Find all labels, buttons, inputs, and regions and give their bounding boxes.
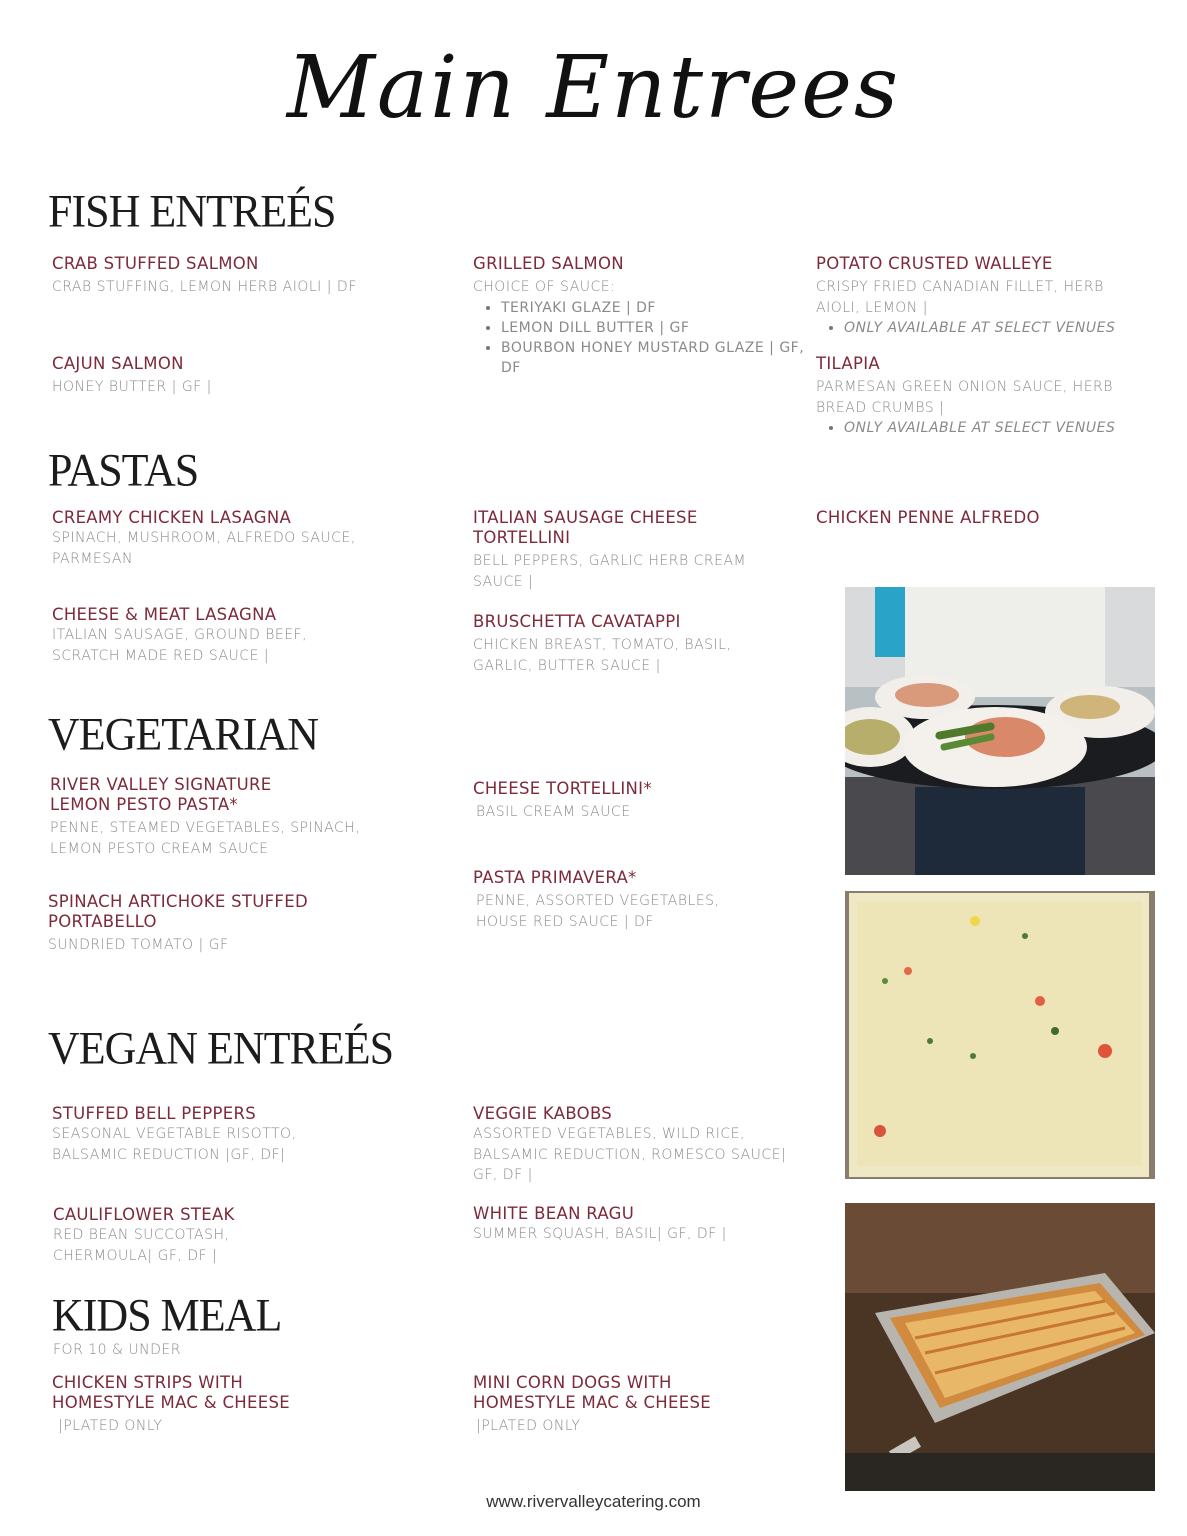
item-description: SUMMER SQUASH, BASIL| GF, DF | [473, 1226, 727, 1242]
menu-item [473, 254, 808, 378]
item-description: SPINACH, MUSHROOM, ALFREDO SAUCE, PARMESAN [52, 530, 356, 567]
item-name: VEGGIE KABOBS [473, 1104, 613, 1123]
item-description: RED BEAN SUCCOTASH, CHERMOULA| GF, DF | [53, 1227, 230, 1264]
sauce-option: • TERIYAKI GLAZE | DF [501, 298, 808, 318]
menu-item [50, 775, 380, 859]
item-description: ITALIAN SAUSAGE, GROUND BEEF, SCRATCH MADE RED SAUCE | [52, 627, 308, 664]
item-name: CREAMY CHICKEN LASAGNA [52, 508, 292, 527]
website-link[interactable]: www.rivervalleycatering.com [486, 1492, 701, 1511]
photo-salmon-plates [845, 587, 1155, 875]
menu-item [52, 254, 432, 298]
item-description: CRISPY FRIED CANADIAN FILLET, HERB AIOLI, LEMON | [816, 279, 1104, 316]
item-description: BASIL CREAM SAUCE [476, 804, 631, 820]
item-name: CHICKEN STRIPS WITH HOMESTYLE MAC & CHEESE [52, 1373, 290, 1412]
item-name: GRILLED SALMON [473, 254, 624, 273]
menu-item [52, 354, 392, 398]
item-name: CHICKEN PENNE ALFREDO [816, 508, 1040, 527]
menu-item [52, 508, 392, 569]
sauce-option: • LEMON DILL BUTTER | GF [501, 318, 808, 338]
item-description: PENNE, STEAMED VEGETABLES, SPINACH, LEMON PESTO CREAM SAUCE [50, 820, 361, 857]
menu-item [48, 892, 348, 956]
menu-item [52, 605, 342, 666]
item-name: BRUSCHETTA CAVATAPPI [473, 612, 681, 631]
menu-item [52, 1104, 332, 1165]
item-name: CHEESE & MEAT LASAGNA [52, 605, 277, 624]
item-description: |PLATED ONLY [476, 1418, 581, 1434]
photo-lasagna-chafing-dish [845, 1203, 1155, 1491]
menu-item [473, 1104, 813, 1186]
menu-item [473, 612, 763, 676]
item-description: ASSORTED VEGETABLES, WILD RICE, BALSAMIC REDUCTION, ROMESCO SAUCE| GF, DF | [473, 1126, 787, 1183]
sauce-options [473, 298, 808, 378]
menu-item [473, 508, 773, 592]
item-name: PASTA PRIMAVERA* [473, 868, 637, 887]
menu-item [473, 868, 753, 932]
item-name: CHEESE TORTELLINI* [473, 779, 652, 798]
photo-penne-pasta [845, 891, 1155, 1179]
section-heading-vegan: VEGAN ENTREÉS [48, 1022, 394, 1075]
item-description: |PLATED ONLY [58, 1418, 163, 1434]
item-name: CRAB STUFFED SALMON [52, 254, 259, 273]
item-name: CAJUN SALMON [52, 354, 184, 373]
menu-item [816, 508, 1116, 528]
item-description: PENNE, ASSORTED VEGETABLES, HOUSE RED SAUCE | DF [476, 893, 720, 930]
menu-item [816, 354, 1116, 438]
item-description: SUNDRIED TOMATO | GF [48, 937, 229, 953]
item-name: STUFFED BELL PEPPERS [52, 1104, 256, 1123]
item-name: TILAPIA [816, 354, 881, 373]
item-name: ITALIAN SAUSAGE CHEESE TORTELLINI [473, 508, 698, 547]
page-title: Main Entrees [286, 38, 901, 138]
item-description: PARMESAN GREEN ONION SAUCE, HERB BREAD CRUMBS | [816, 379, 1113, 416]
item-name: RIVER VALLEY SIGNATURE LEMON PESTO PASTA* [50, 775, 272, 814]
item-name: SPINACH ARTICHOKE STUFFED PORTABELLO [48, 892, 308, 931]
item-name: WHITE BEAN RAGU [473, 1204, 635, 1223]
sauce-option: • BOURBON HONEY MUSTARD GLAZE | GF, DF [501, 338, 808, 378]
menu-item [816, 254, 1116, 338]
section-heading-kids: KIDS MEAL [52, 1289, 282, 1342]
menu-item [473, 1204, 813, 1245]
availability-note: • ONLY AVAILABLE AT SELECT VENUES [844, 318, 1116, 338]
menu-item [53, 1205, 263, 1266]
availability-note: • ONLY AVAILABLE AT SELECT VENUES [844, 418, 1116, 438]
section-heading-fish: FISH ENTREÉS [48, 185, 336, 238]
kids-age-note: FOR 10 & UNDER [53, 1342, 181, 1358]
item-name: MINI CORN DOGS WITH HOMESTYLE MAC & CHEESE [473, 1373, 711, 1412]
menu-item [473, 779, 813, 823]
item-description: SEASONAL VEGETABLE RISOTTO, BALSAMIC REDUCTION |GF, DF| [52, 1126, 297, 1163]
item-description: HONEY BUTTER | GF | [52, 379, 212, 395]
item-description: BELL PEPPERS, GARLIC HERB CREAM SAUCE | [473, 553, 747, 590]
section-heading-vegetarian: VEGETARIAN [48, 708, 318, 761]
item-name: POTATO CRUSTED WALLEYE [816, 254, 1053, 273]
item-name: CAULIFLOWER STEAK [53, 1205, 235, 1224]
section-heading-pastas: PASTAS [48, 444, 199, 497]
item-description: CRAB STUFFING, LEMON HERB AIOLI | DF [52, 279, 357, 295]
menu-item [473, 1373, 733, 1437]
item-description: CHOICE OF SAUCE: [473, 279, 616, 295]
item-description: CHICKEN BREAST, TOMATO, BASIL, GARLIC, BUTTER SAUCE | [473, 637, 732, 674]
menu-item [52, 1373, 312, 1437]
